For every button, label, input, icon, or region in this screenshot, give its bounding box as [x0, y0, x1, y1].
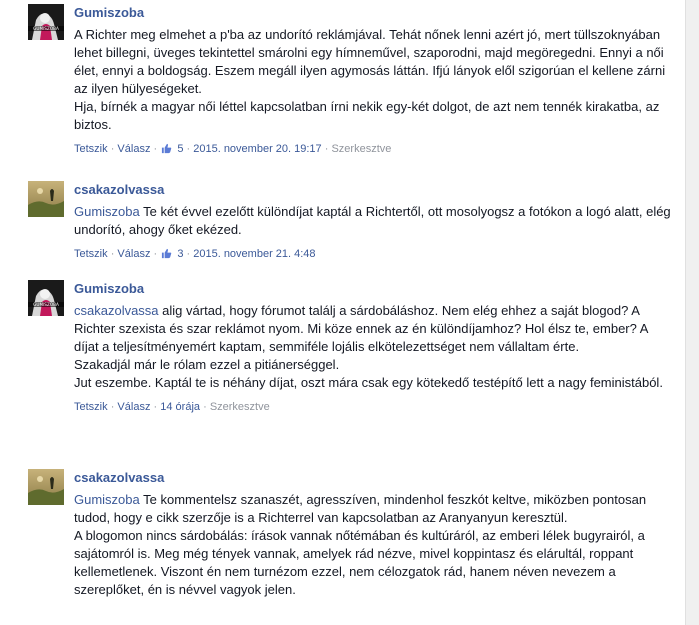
- mention-link[interactable]: Gumiszoba: [74, 492, 140, 507]
- comment-paragraph: Hja, bírnék a magyar női léttel kapcsolatban írni nekik egy-két dolgot, de azt nem tennék kirakatba, az biztos.: [74, 99, 660, 132]
- comment-paragraph: A blogomon nincs sárdobálás: írások vannak nőtémában és kultúráról, az emberi lélek bugyrairól, a sajátomról is. Meg még tények vannak, amelyek rád nézve, mivel koppintasz és elárultál, roppant kellemetlenek. Viszont én nem turnézom ezzel, nem célozgatok rád, hanem néven nevezem a szereplőket, én is névvel vagyok jelen.: [74, 528, 645, 597]
- comment-author[interactable]: Gumiszoba: [74, 5, 145, 20]
- edited-label[interactable]: Szerkesztve: [209, 401, 270, 413]
- like-count[interactable]: 5: [177, 143, 184, 155]
- comment-paragraph-text: alig vártad, hogy fórumot találj a sárdobáláshoz. Nem elég ehhez a saját blogod? A Richter szexista és szar reklámot nyom. Mi köze ennek az én különdíjamhoz? Hol élsz te, ember? A díjat a teljesítményemért kaptam, semmiféle lojális elkötelezettséget nem vállaltam érte.: [74, 303, 648, 354]
- comment-timestamp[interactable]: 2015. november 21. 4:48: [193, 248, 316, 260]
- comment-text: [74, 26, 674, 134]
- comment-paragraph: Szakadjál már le rólam ezzel a pitiánerséggel.: [74, 357, 340, 372]
- comment-timestamp[interactable]: 14 órája: [160, 401, 201, 413]
- avatar[interactable]: [28, 181, 64, 217]
- comment-paragraph: Jut eszembe. Kaptál te is néhány díjat, oszt mára csak egy kötekedő testépítő lett a nagy feministából.: [74, 375, 663, 390]
- edited-label[interactable]: Szerkesztve: [331, 143, 392, 155]
- comment-text: [74, 491, 674, 599]
- scrollbar[interactable]: [685, 0, 699, 625]
- like-count[interactable]: 3: [177, 248, 184, 260]
- comment-author[interactable]: csakazolvassa: [74, 470, 165, 485]
- comment-actions: Tetszik · Válasz · 3 · 2015. november 21. 4:48: [74, 248, 316, 260]
- reply-link[interactable]: Válasz: [117, 248, 151, 260]
- comment-timestamp[interactable]: 2015. november 20. 19:17: [193, 143, 322, 155]
- avatar-csakazolvassa-image: [28, 181, 64, 217]
- comment-paragraph: A Richter meg elmehet a p'ba az undorító reklámjával. Tehát nőnek lenni azért jó, mert tüllszoknyában lehet billegni, üveges tekintettel smárolni egy hímneművel, szaporodni, majd megöregedni. Ennyi a női élet, ennyi a boldogság. Eszem megáll ilyen agymosás láttán. Ifjú lányok elől szigorúan el kellene zárni az ilyen hülyeségeket.: [74, 27, 666, 96]
- like-link[interactable]: Tetszik: [74, 143, 108, 155]
- thumbs-up-icon: [161, 143, 172, 154]
- reply-link[interactable]: Válasz: [117, 143, 151, 155]
- avatar[interactable]: [28, 469, 64, 505]
- svg-text:GUMISZOBA: GUMISZOBA: [33, 302, 59, 307]
- comment-text: [74, 203, 674, 239]
- reply-link[interactable]: Válasz: [117, 401, 151, 413]
- avatar[interactable]: [28, 4, 64, 40]
- comment-paragraph: [74, 203, 674, 239]
- avatar-gumiszoba-image: [28, 4, 64, 40]
- svg-text:GUMISZOBA: GUMISZOBA: [33, 26, 59, 31]
- comment-paragraph: [74, 302, 674, 356]
- comment-paragraph-text: Te két évvel ezelőtt különdíjat kaptál a Richtertől, ott mosolyogsz a fotókon a logó alatt, elég undorító, ahogy őket ekézed.: [74, 204, 671, 237]
- thumbs-up-icon: [161, 248, 172, 259]
- like-link[interactable]: Tetszik: [74, 401, 108, 413]
- avatar-gumiszoba-image: [28, 280, 64, 316]
- comment-paragraph-text: Te kommentelsz szanaszét, agresszíven, mindenhol feszkót keltve, miközben pontosan tudod, hogy e cikk szerzője is a Richterrel van kapcsolatban az Aranyanyun keresztül.: [74, 492, 647, 525]
- comment-actions: Tetszik · Válasz · 5 · 2015. november 20. 19:17 · Szerkesztve: [74, 143, 392, 155]
- avatar-csakazolvassa-image: [28, 469, 64, 505]
- avatar[interactable]: [28, 280, 64, 316]
- comment-author[interactable]: Gumiszoba: [74, 281, 145, 296]
- comment-author[interactable]: csakazolvassa: [74, 182, 165, 197]
- mention-link[interactable]: csakazolvassa: [74, 303, 159, 318]
- mention-link[interactable]: Gumiszoba: [74, 204, 140, 219]
- comment-actions: Tetszik · Válasz · 14 órája · Szerkesztve: [74, 401, 270, 413]
- comment-text: [74, 302, 674, 392]
- like-link[interactable]: Tetszik: [74, 248, 108, 260]
- comment-paragraph: [74, 491, 674, 527]
